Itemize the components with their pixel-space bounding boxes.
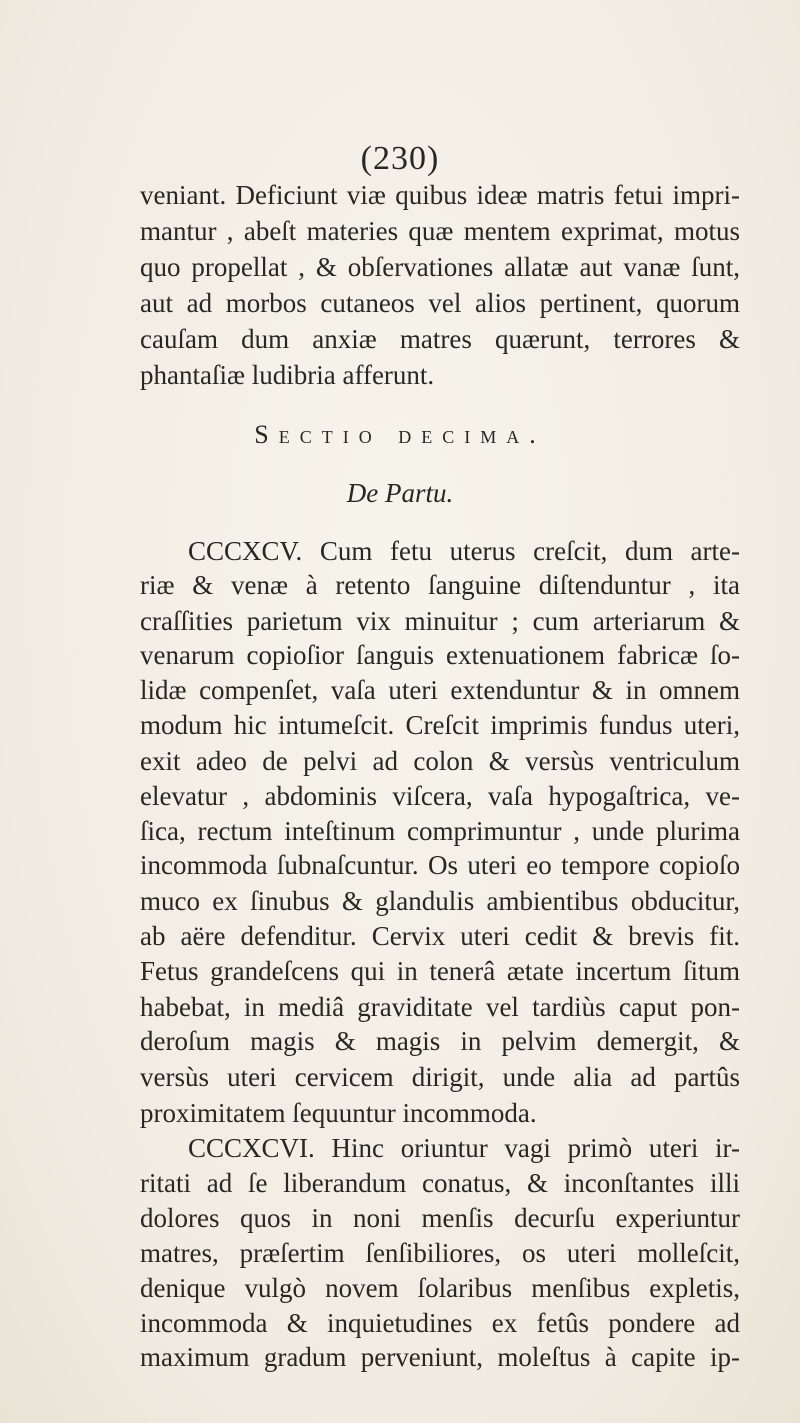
text-line: venarum copioſior ſanguis extenuationem fabricæ ſo-: [140, 640, 740, 670]
text-line: ſica, rectum inteſtinum comprimuntur , unde plurima: [140, 816, 740, 846]
section-title: Sectio decima.: [254, 420, 546, 449]
text-line: ritati ad ſe liberandum conatus, & inconſtantes illi: [140, 1168, 740, 1198]
text-line: dolores quos in noni menſis decurſu experiuntur: [140, 1203, 740, 1233]
text-line: denique vulgò novem ſolaribus menſibus expletis,: [140, 1273, 740, 1303]
text-line: proximitatem ſequuntur incommoda.: [140, 1098, 537, 1128]
section-subtitle: De Partu.: [346, 478, 454, 508]
text-line: deroſum magis & magis in pelvim demergit, &: [140, 1026, 740, 1056]
text-line: aut ad morbos cutaneos vel alios pertinent, quorum: [140, 288, 740, 318]
text-line: versùs uteri cervicem dirigit, unde alia ad partûs: [140, 1062, 740, 1092]
text-line: CCCXCVI. Hinc oriuntur vagi primò uteri ir-: [188, 1133, 740, 1163]
text-line: maximum gradum perveniunt, moleſtus à capite ip-: [140, 1342, 740, 1372]
text-line: quo propellat , & obſervationes allatæ aut vanæ ſunt,: [140, 252, 740, 282]
text-line: matres, præſertim ſenſibiliores, os uteri molleſcit,: [140, 1238, 740, 1268]
text-line: cauſam dum anxiæ matres quærunt, terrores &: [140, 324, 740, 354]
text-line: mantur , abeſt materies quæ mentem exprimat, motus: [140, 216, 740, 246]
text-line: habebat, in mediâ graviditate vel tardiùs caput pon-: [140, 992, 740, 1022]
page-number: (230): [360, 140, 440, 177]
text-line: Fetus grandeſcens qui in tenerâ ætate incertum ſitum: [140, 956, 740, 986]
text-line: phantaſiæ ludibria afferunt.: [140, 360, 435, 390]
text-line: CCCXCV. Cum fetu uterus creſcit, dum arte-: [188, 536, 740, 566]
text-line: ab aëre defenditur. Cervix uteri cedit & brevis fit.: [140, 921, 740, 951]
text-line: exit adeo de pelvi ad colon & versùs ventriculum: [140, 746, 740, 776]
text-line: craſſities parietum vix minuitur ; cum arteriarum &: [140, 606, 740, 636]
text-line: elevatur , abdominis viſcera, vaſa hypogaſtrica, ve-: [140, 781, 740, 811]
text-line: modum hic intumeſcit. Creſcit imprimis fundus uteri,: [140, 710, 740, 740]
text-line: incommoda ſubnaſcuntur. Os uteri eo tempore copioſo: [140, 850, 740, 880]
text-line: incommoda & inquietudines ex fetûs pondere ad: [140, 1308, 740, 1338]
text-line: muco ex ſinubus & glandulis ambientibus obducitur,: [140, 886, 740, 916]
text-line: veniant. Deficiunt viæ quibus ideæ matris fetui impri-: [140, 180, 740, 210]
text-line: riæ & venæ à retento ſanguine diſtenduntur , ita: [140, 570, 740, 600]
text-line: lidæ compenſet, vaſa uteri extenduntur & in omnem: [140, 675, 740, 705]
